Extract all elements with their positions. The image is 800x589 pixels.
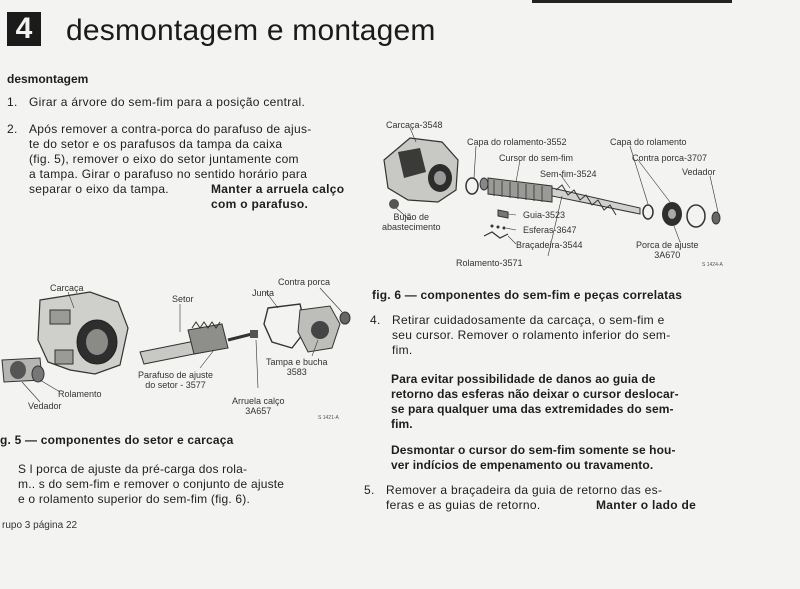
step-text: Retirar cuidadosamente da carcaça, o sem-fim e seu cursor. Remover o rolamento inferior do sem- fim. — [392, 313, 671, 357]
fig6-label-sem-fim: Sem-fim-3524 — [540, 169, 597, 179]
fig6-label-vedador: Vedador — [682, 167, 716, 177]
fig6-label-carcaca: Carcaça-3548 — [386, 120, 443, 130]
step-emphasis: Manter o lado de — [596, 498, 697, 512]
fig5-label-junta: Junta — [252, 288, 275, 298]
step-text: Girar a árvore do sem-fim para a posição central. — [29, 95, 306, 109]
section-title: desmontagem — [7, 72, 89, 86]
fig5-label-parafuso: Parafuso de ajuste do setor - 3577 — [138, 370, 214, 390]
fig5-label-vedador: Vedador — [28, 401, 62, 411]
top-rule — [532, 0, 732, 3]
step-emphasis: Manter a arruela calço com o parafuso. — [211, 182, 345, 211]
fig6-label-guia: Guia-3523 — [523, 210, 566, 220]
fig6-label-esferas: Esferas-3647 — [523, 225, 577, 235]
fig5-label-arruela: Arruela calço 3A657 — [232, 396, 285, 416]
fig5-label-contra-porca: Contra porca — [278, 277, 331, 287]
step-3-text: S l porca de ajuste da pré-carga dos rola- m.. s do sem-fim e remover o conjunto de ajuste e o rolamento superior do sem-fim (fig. 6). — [18, 462, 285, 506]
step-number: 2. — [7, 122, 18, 136]
fig6-label-porca: Porca de ajuste 3A670 — [636, 240, 699, 260]
fig6-label-cursor: Cursor do sem-fim — [499, 153, 574, 163]
fig6-reference: S 1424-A — [702, 262, 723, 268]
caution-note: Desmontar o cursor do sem-fim somente se hou- ver indícios de empenamento ou travamento. — [391, 443, 676, 472]
fig5-label-tampa: Tampa e bucha 3583 — [266, 357, 328, 377]
fig6-label-bracadeira: Braçadeira-3544 — [516, 240, 583, 250]
fig5-caption: g. 5 — componentes do setor e carcaça — [0, 433, 234, 447]
page-title: desmontagem e montagem — [66, 14, 436, 47]
fig6-label-rolamento: Rolamento-3571 — [456, 258, 523, 268]
chapter-number: 4 — [7, 12, 41, 46]
fig5-label-carcaca: Carcaça — [50, 283, 84, 293]
fig6-label-bujao: Bujão de abastecimento — [382, 212, 441, 232]
step-text: Após remover a contra-porca do parafuso de ajus- te do setor e os parafusos da tampa da caixa (fig. 5), remover o eixo do setor juntamente com a tampa. Girar o parafuso no sentido horário para separar o eixo da tampa. — [29, 122, 312, 196]
step-2 — [7, 122, 367, 212]
fig5-label-rolamento: Rolamento — [58, 389, 102, 399]
step-1 — [7, 95, 367, 111]
step-number: 1. — [7, 95, 18, 109]
step-5 — [364, 483, 734, 515]
page-footer: rupo 3 página 22 — [2, 520, 78, 531]
fig6-caption: fig. 6 — componentes do sem-fim e peças correlatas — [372, 288, 683, 302]
fig5-reference: S 1421-A — [318, 415, 339, 421]
fig5-label-setor: Setor — [172, 294, 194, 304]
warning-note: Para evitar possibilidade de danos ao guia de retorno das esferas não deixar o cursor deslocar- se para qualquer uma das extremidades do sem- fim. — [391, 372, 679, 431]
step-4 — [370, 313, 730, 361]
step-number: 4. — [370, 313, 381, 327]
fig6-label-capa-1: Capa do rolamento-3552 — [467, 137, 567, 147]
step-number: 5. — [364, 483, 375, 497]
step-text: Remover a braçadeira da guia de retorno das es- feras e as guias de retorno. — [386, 483, 663, 512]
fig6-label-capa-2: Capa do rolamento — [610, 137, 687, 147]
fig6-label-contra-porca: Contra porca-3707 — [632, 153, 708, 163]
